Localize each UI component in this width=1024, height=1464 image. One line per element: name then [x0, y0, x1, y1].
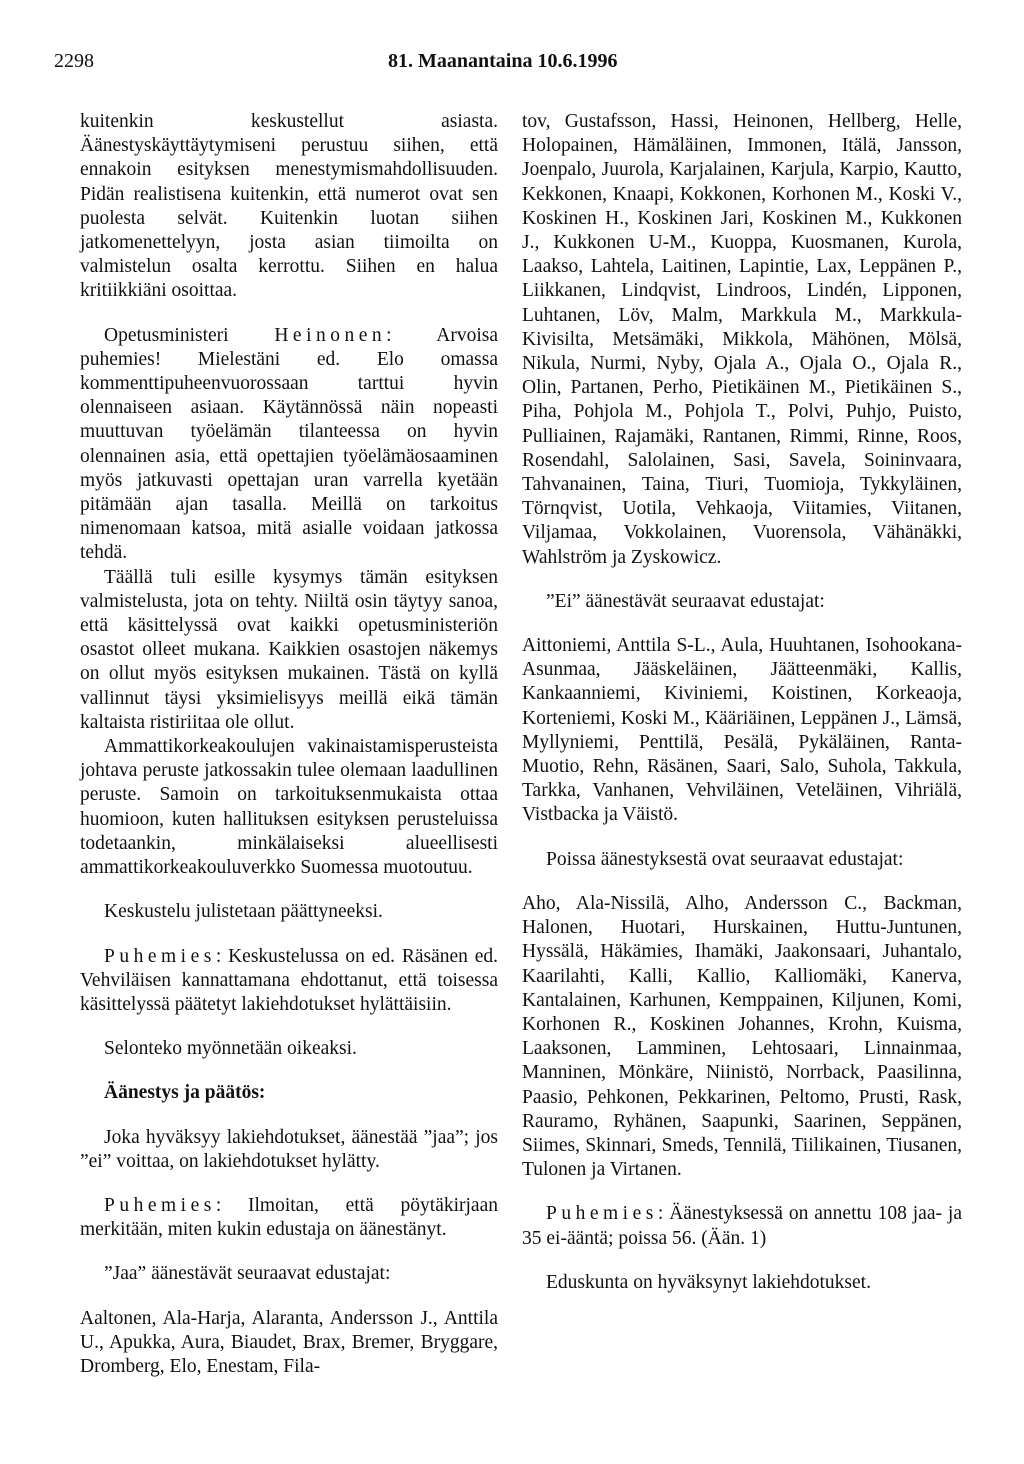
speaker-name: Puhemies: [104, 1194, 216, 1216]
paragraph: Keskustelu julistetaan päättyneeksi.: [104, 901, 383, 923]
paragraph: Selonteko myönnetään oikeaksi.: [104, 1038, 357, 1060]
paragraph: Ammattikorkeakoulujen vakinaistamisperusteista johtava peruste jatkossakin tulee olemaan laadullinen peruste. Samoin on tarkoituksenmukaista ottaa huomioon, kuten hallituksen esityksen perusteluissa todetaankin, minkälaiseksi alueellisesti ammattikorkeakouluverkko Suomessa muotoutuu.: [80, 736, 498, 879]
paragraph: ”Jaa” äänestävät seuraavat edustajat:: [104, 1263, 391, 1285]
speech-paragraph: [522, 1202, 962, 1250]
paragraph: ”Ei” äänestävät seuraavat edustajat:: [546, 590, 825, 612]
paragraph: Joka hyväksyy lakiehdotukset, äänestää ”jaa”; jos ”ei” voittaa, on lakiehdotukset hylätty.: [80, 1126, 498, 1172]
paragraph: Eduskunta on hyväksynyt lakiehdotukset.: [546, 1271, 871, 1293]
speaker-name: Puhemies: [104, 945, 216, 967]
page-number: 2298: [54, 50, 94, 72]
paragraph: Täällä tuli esille kysymys tämän esityksen valmistelusta, jota on tehty. Niiltä osin täytyy sanoa, että käsittelyssä ovat kaikki opetusministeriön osastot olleet mukana. Kaikkien osastojen näkemys on ollut myös esityksen mukainen. Tästä on kyllä vallinnut täysi yksimielisyys meillä eikä tämän kaltaista ristiriitaa ole ollut.: [80, 566, 498, 733]
speaker-name: Puhemies: [546, 1203, 658, 1225]
name-list: tov, Gustafsson, Hassi, Heinonen, Hellberg, Helle, Holopainen, Hämäläinen, Immonen, Itälä, Jansson, Joenpalo, Juurola, Karjalainen, Karjula, Karpio, Kautto, Kekkonen, Knaapi, Kokkonen, Korhonen M., Koski V., Koskinen H., Koskinen Jari, Koskinen M., Kukkonen J., Kukkonen U-M., Kuoppa, Kuosmanen, Kurola, Laakso, Lahtela, Laitinen, Lapintie, Lax, Leppänen P., Liikkanen, Lindqvist, Lindroos, Lindén, Lipponen, Luhtanen, Löv, Malm, Markkula M., Markkula-Kivisilta, Metsämäki, Mikkola, Mähönen, Mölsä, Nikula, Nurmi, Nyby, Ojala A., Ojala O., Ojala R., Olin, Partanen, Perho, Pietikäinen M., Pietikäinen S., Piha, Pohjola M., Pohjola T., Polvi, Puhjo, Puisto, Pulliainen, Rajamäki, Rantanen, Rimmi, Rinne, Roos, Rosendahl, Salolainen, Sasi, Savela, Soininvaara, Tahvanainen, Taina, Tiuri, Tuomioja, Tykkyläinen, Törnqvist, Uotila, Vehkaoja, Viitamies, Viitanen, Viljamaa, Vokkolainen, Vuorensola, Vähänäkki, Wahlström ja Zyskowicz.: [522, 111, 962, 568]
speaker-role: Opetusministeri: [104, 324, 275, 346]
speaker-name: Heinonen: [274, 324, 387, 346]
speech-text: : Ilmoitan, että pöytäkirjaan merkitään, miten kukin edustaja on äänestänyt.: [80, 1194, 498, 1241]
name-list: Aittoniemi, Anttila S-L., Aula, Huuhtanen, Isohookana-Asunmaa, Jääskeläinen, Jäätteenmäki, Kallis, Kankaanniemi, Kiviniemi, Koistinen, Korkeaoja, Korteniemi, Koski M., Kääriäinen, Leppänen J., Lämsä, Myllyniemi, Penttilä, Pesälä, Pykäläinen, Ranta-Muotio, Rehn, Räsänen, Saari, Salo, Suhola, Takkula, Tarkka, Vanhanen, Vehviläinen, Veteläinen, Vihriälä, Vistbacka ja Väistö.: [522, 635, 962, 826]
speech-text: : Äänestyksessä on annettu 108 jaa- ja 35 ei-ääntä; poissa 56. (Ään. 1): [522, 1203, 962, 1249]
section-heading: Äänestys ja päätös:: [104, 1082, 266, 1104]
name-list: Aho, Ala-Nissilä, Alho, Andersson C., Backman, Halonen, Huotari, Hurskainen, Huttu-Juntunen, Hyssälä, Häkämies, Ihamäki, Jaakonsaari, Juhantalo, Kaarilahti, Kalli, Kallio, Kalliomäki, Kanerva, Kantalainen, Karhunen, Kemppainen, Kiljunen, Komi, Korhonen R., Koskinen Johannes, Krohn, Kuisma, Laaksonen, Lamminen, Lehtosaari, Linnainmaa, Manninen, Mönkäre, Niinistö, Norrback, Paasilinna, Paasio, Pehkonen, Pekkarinen, Peltomo, Prusti, Rask, Rauramo, Ryhänen, Saapunki, Saarinen, Seppänen, Siimes, Skinnari, Smeds, Tennilä, Tiilikainen, Tiusanen, Tulonen ja Virtanen.: [522, 892, 962, 1181]
paragraph: Poissa äänestyksestä ovat seuraavat edustajat:: [546, 848, 904, 870]
speech-paragraph: [80, 945, 498, 1018]
speech-text: : Keskustelussa on ed. Räsänen ed. Vehviläisen kannattamana ehdottanut, että toisessa käsittelyssä päätetyt lakiehdotukset hylättäisiin.: [80, 945, 498, 1015]
speech-text: : Arvoisa puhemies! Mielestäni ed. Elo omassa kommenttipuheenvuorossaan tarttui hyvin olennaiseen asiaan. Käytännössä näin nopeasti muuttuvan työelämän tilanteessa on hyvin olennainen asia, että opettajien työelämäosaaminen myös jatkuvasti opettajan uran varrella kyetään pitämään ajan tasalla. Meillä on tarkoitus nimenomaan katsoa, mitä asialle voidaan jatkossa tehdä.: [80, 324, 498, 564]
left-column: [80, 110, 498, 1379]
speech-paragraph: [80, 1194, 498, 1242]
running-head: 81. Maanantaina 10.6.1996: [388, 50, 618, 72]
speech-paragraph: [80, 324, 498, 566]
name-list: Aaltonen, Ala-Harja, Alaranta, Andersson J., Anttila U., Apukka, Aura, Biaudet, Brax, Bremer, Bryggare, Dromberg, Elo, Enestam, Fila-: [80, 1307, 498, 1377]
right-column: [522, 110, 962, 1295]
paragraph: kuitenkin keskustellut asiasta. Äänestyskäyttäytymiseni perustuu siihen, että ennakoin esityksen menestymismahdollisuuden. Pidän realistisena kuitenkin, että numerot ovat sen puolesta selvät. Kuitenkin luotan siihen jatkomenettelyyn, josta asian tiimoilta on valmistelun osalta kerrottu. Siihen en halua kritiikkiäni osoittaa.: [80, 111, 498, 302]
